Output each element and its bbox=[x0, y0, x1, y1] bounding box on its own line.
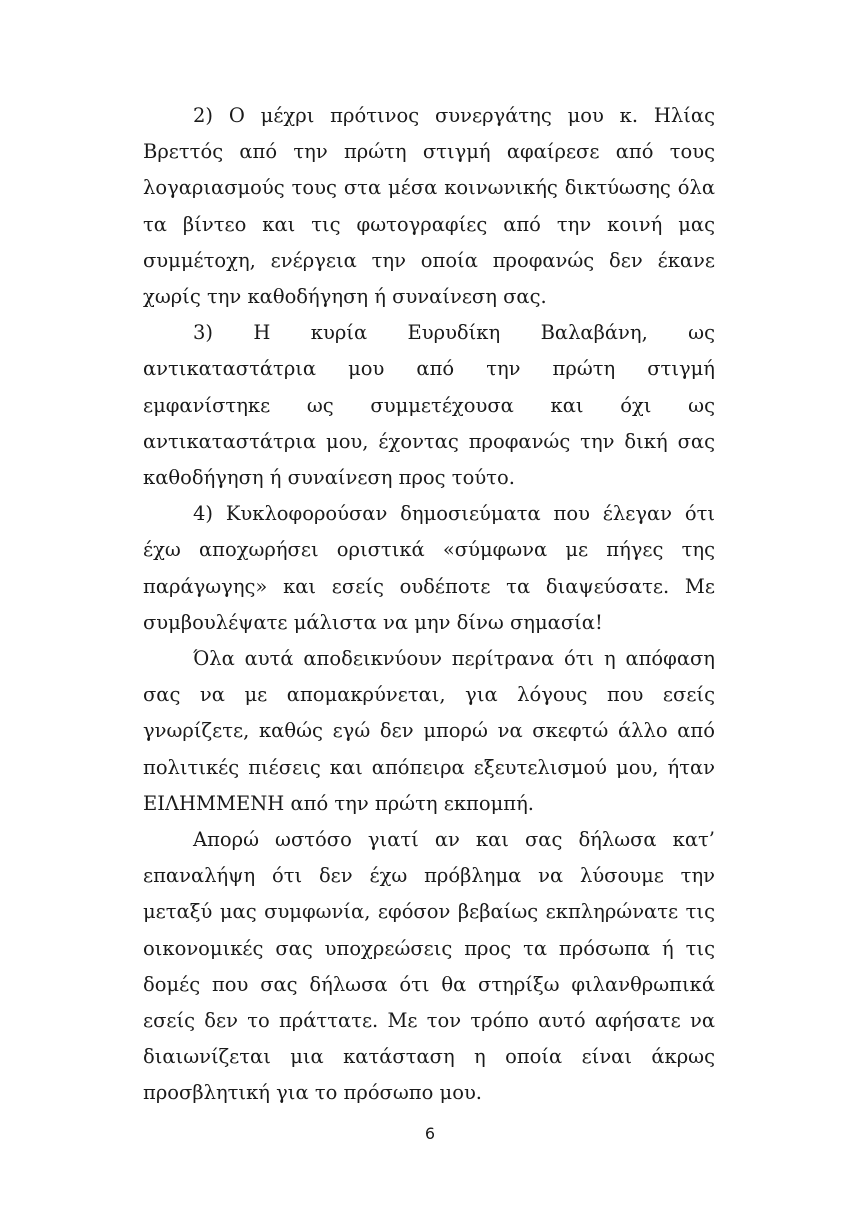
page-number: 6 bbox=[424, 1124, 436, 1143]
document-body bbox=[143, 98, 715, 1112]
paragraph-2: 2) Ο μέχρι πρότινος συνεργάτης μου κ. Ηλίας Βρεττός από την πρώτη στιγμή αφαίρεσε από τους λογαριασμούς τους στα μέσα κοινωνικής δικτύωσης όλα τα βίντεο και τις φωτογραφίες από την κοινή μας συμμέτοχη, ενέργεια την οποία προφανώς δεν έκανε χωρίς την καθοδήγηση ή συναίνεση σας. bbox=[143, 104, 715, 309]
paragraph-final: Απορώ ωστόσο γιατί αν και σας δήλωσα κατ’ επαναλήψη ότι δεν έχω πρόβλημα να λύσουμε την μεταξύ μας συμφωνία, εφόσον βεβαίως εκπληρώνατε τις οικονομικές σας υποχρεώσεις προς τα πρόσωπα ή τις δομές που σας δήλωσα ότι θα στηρίξω φιλανθρωπικά εσείς δεν το πράττατε. Με τον τρόπο αυτό αφήσατε να διαιωνίζεται μια κατάσταση η οποία είναι άκρως προσβλητική για το πρόσωπο μου. bbox=[143, 828, 715, 1105]
paragraph-conclusion: Όλα αυτά αποδεικνύουν περίτρανα ότι η απόφαση σας να με απομακρύνεται, για λόγους που εσείς γνωρίζετε, καθώς εγώ δεν μπορώ να σκεφτώ άλλο από πολιτικές πιέσεις και απόπειρα εξευτελισμού μου, ήταν ΕΙΛΗΜΜΕΝΗ από την πρώτη εκπομπή. bbox=[143, 647, 715, 815]
paragraph-4: 4) Κυκλοφορούσαν δημοσιεύματα που έλεγαν ότι έχω αποχωρήσει οριστικά «σύμφωνα με πήγες της παράγωγης» και εσείς ουδέποτε τα διαψεύσατε. Με συμβουλέψατε μάλιστα να μην δίνω σημασία! bbox=[143, 502, 715, 634]
paragraph-3: 3) Η κυρία Ευρυδίκη Βαλαβάνη, ως αντικαταστάτρια μου από την πρώτη στιγμή εμφανίστηκε ως συμμετέχουσα και όχι ως αντικαταστάτρια μου, έχοντας προφανώς την δική σας καθοδήγηση ή συναίνεση προς τούτο. bbox=[143, 321, 715, 490]
